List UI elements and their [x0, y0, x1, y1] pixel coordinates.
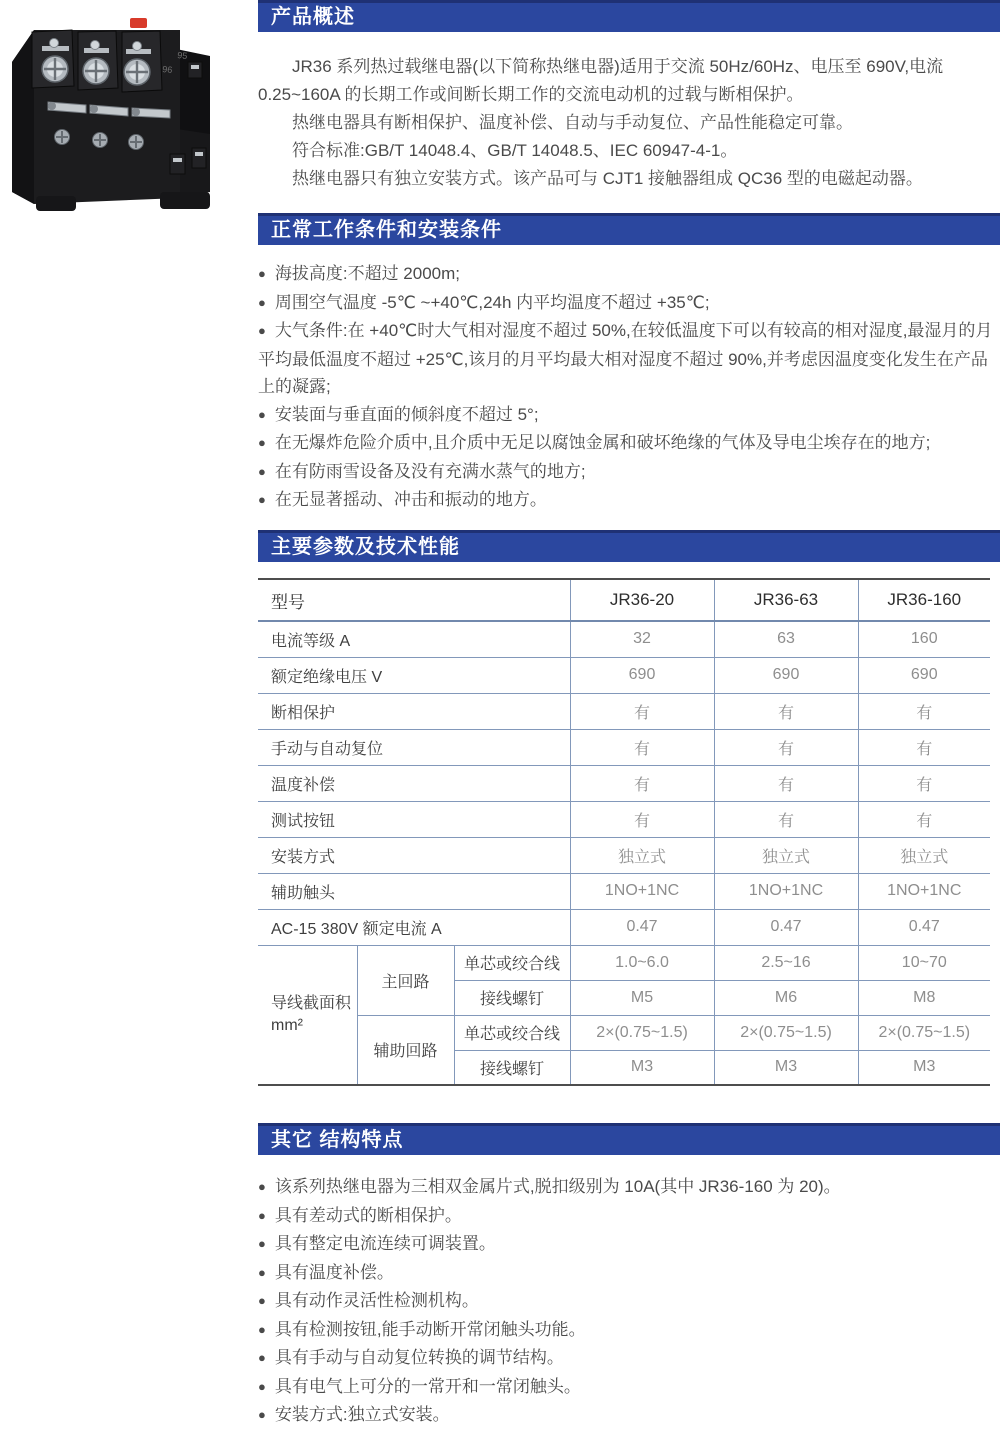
main-screws — [42, 56, 150, 85]
cell: 独立式 — [714, 837, 858, 873]
table-row — [258, 873, 990, 909]
bullet-icon: ● — [258, 435, 266, 450]
table-row — [258, 837, 990, 873]
row-label: 额定绝缘电压 V — [258, 657, 570, 693]
section-header-overview — [258, 0, 1000, 32]
section-header-conditions — [258, 213, 1000, 245]
conditions-list — [258, 260, 994, 515]
section-title: 产品概述 — [271, 6, 355, 28]
column-header: 型号 — [271, 592, 305, 612]
cell: 有 — [858, 729, 990, 765]
section-title: 其它 结构特点 — [271, 1129, 404, 1151]
list-item-text: 在有防雨雪设备及没有充满水蒸气的地方; — [274, 461, 586, 481]
list-item — [258, 260, 994, 289]
list-item — [258, 429, 994, 458]
row-label: AC-15 380V 额定电流 A — [258, 909, 570, 945]
list-item — [258, 1401, 994, 1430]
list-item — [258, 1287, 994, 1316]
subgroup-label: 辅助回路 — [357, 1015, 454, 1085]
table-row — [258, 765, 990, 801]
cell: 2×(0.75~1.5) — [858, 1015, 990, 1050]
list-item — [258, 458, 994, 487]
bullet-icon: ● — [258, 492, 266, 507]
list-item-text: 在无显著摇动、冲击和振动的地方。 — [274, 490, 547, 509]
section-title: 正常工作条件和安装条件 — [271, 219, 502, 241]
overview-paragraph: JR36 系列热过载继电器(以下简称热继电器)适用于交流 50Hz/60Hz、电压至 690V,电流 0.25~160A 的长期工作或间断长期工作的交流电动机的过载与断相保护。 — [258, 57, 944, 104]
column-header: JR36-20 — [570, 579, 714, 621]
row-label: 安装方式 — [258, 837, 570, 873]
cell: 160 — [858, 621, 990, 657]
cell: 有 — [570, 693, 714, 729]
bullet-icon: ● — [258, 1264, 266, 1280]
cell: 有 — [714, 693, 858, 729]
list-item-text: 海拔高度:不超过 2000m; — [274, 264, 461, 283]
cell: 有 — [570, 801, 714, 837]
table-row — [258, 729, 990, 765]
product-photo — [2, 6, 242, 216]
list-item — [258, 1316, 994, 1345]
row-label: 辅助触头 — [258, 873, 570, 909]
cell: 有 — [714, 729, 858, 765]
list-item-text: 具有整定电流连续可调装置。 — [274, 1234, 496, 1253]
bullet-icon: ● — [258, 1378, 266, 1394]
relay-illustration — [2, 6, 242, 216]
list-item — [258, 317, 994, 401]
bullet-icon: ● — [258, 1407, 266, 1422]
features-list — [258, 1173, 994, 1430]
cell: M3 — [858, 1050, 990, 1085]
list-item — [258, 486, 994, 515]
row-label: 电流等级 A — [258, 621, 570, 657]
list-item-text: 具有检测按钮,能手动断开常闭触头功能。 — [274, 1319, 586, 1339]
row-label: 接线螺钉 — [454, 980, 570, 1015]
cell: 2×(0.75~1.5) — [714, 1015, 858, 1050]
bullet-icon: ● — [258, 1350, 266, 1365]
subgroup-label: 主回路 — [357, 945, 454, 1015]
cell: 1NO+1NC — [570, 873, 714, 909]
cell: 690 — [858, 657, 990, 693]
row-label: 接线螺钉 — [454, 1050, 570, 1085]
bullet-icon: ● — [258, 1207, 266, 1223]
list-item-text: 大气条件:在 +40℃时大气相对湿度不超过 50%,在较低温度下可以有较高的相对湿度,最湿月的月平均最低温度不超过 +25℃,该月的月平均最大相对湿度不超过 90%,并考虑因温度变化发生在产品上的凝露; — [258, 321, 993, 396]
list-item-text: 周围空气温度 -5℃ ~+40℃,24h 内平均温度不超过 +35℃; — [274, 292, 710, 312]
section-header-parameters — [258, 530, 1000, 562]
bullet-icon: ● — [258, 406, 266, 422]
cell: 有 — [858, 801, 990, 837]
bullet-icon: ● — [258, 1179, 266, 1194]
list-item-text: 在无爆炸危险介质中,且介质中无足以腐蚀金属和破坏绝缘的气体及导电尘埃存在的地方; — [274, 433, 931, 452]
list-item-text: 具有电气上可分的一常开和一常闭触头。 — [274, 1376, 581, 1396]
list-item — [258, 1259, 994, 1288]
section-title: 主要参数及技术性能 — [271, 536, 460, 558]
cell: 有 — [714, 801, 858, 837]
cell: M6 — [714, 980, 858, 1015]
overview-paragraph: 热继电器只有独立安装方式。该产品可与 CJT1 接触器组成 QC36 型的电磁起动器。 — [292, 169, 923, 188]
row-label: 测试按钮 — [258, 801, 570, 837]
row-label: 手动与自动复位 — [258, 729, 570, 765]
cell: 有 — [714, 765, 858, 801]
cell: 有 — [570, 765, 714, 801]
bullet-icon: ● — [258, 1236, 266, 1251]
table-header-row — [258, 579, 990, 621]
cell: 0.47 — [714, 909, 858, 945]
cell: 0.47 — [858, 909, 990, 945]
cell: 有 — [858, 765, 990, 801]
cell: M5 — [570, 980, 714, 1015]
cell: 0.47 — [570, 909, 714, 945]
bullet-icon: ● — [258, 266, 266, 281]
table-row — [258, 801, 990, 837]
list-item-text: 安装方式:独立式安装。 — [274, 1405, 450, 1424]
red-test-button — [130, 18, 147, 28]
cell: 有 — [858, 693, 990, 729]
list-item-text: 具有差动式的断相保护。 — [274, 1205, 462, 1225]
cell: 独立式 — [570, 837, 714, 873]
list-item — [258, 1344, 994, 1373]
cell: 1NO+1NC — [714, 873, 858, 909]
list-item — [258, 1230, 994, 1259]
row-label: 单芯或绞合线 — [454, 1015, 570, 1050]
list-item-text: 具有动作灵活性检测机构。 — [274, 1291, 479, 1310]
cell: 690 — [570, 657, 714, 693]
list-item — [258, 1373, 994, 1402]
list-item — [258, 1202, 994, 1231]
list-item — [258, 401, 994, 430]
bullet-icon: ● — [258, 463, 266, 479]
table-row — [258, 909, 990, 945]
cell: 2×(0.75~1.5) — [570, 1015, 714, 1050]
svg-text:95: 95 — [176, 50, 188, 62]
overview-paragraphs — [258, 53, 994, 193]
svg-text:96: 96 — [161, 64, 173, 76]
list-item — [258, 1173, 994, 1202]
overview-paragraph: 热继电器具有断相保护、温度补偿、自动与手动复位、产品性能稳定可靠。 — [292, 113, 853, 132]
table-row — [258, 1015, 990, 1050]
cell: 独立式 — [858, 837, 990, 873]
wire-group-label: 导线截面积 mm² — [258, 945, 357, 1085]
table-row — [258, 621, 990, 657]
list-item-text: 该系列热继电器为三相双金属片式,脱扣级别为 10A(其中 JR36-160 为 20)。 — [274, 1177, 841, 1196]
list-item — [258, 289, 994, 318]
row-label: 温度补偿 — [258, 765, 570, 801]
cell: 690 — [714, 657, 858, 693]
column-header: JR36-63 — [714, 579, 858, 621]
table-row — [258, 945, 990, 980]
bullet-icon: ● — [258, 294, 266, 310]
cell: 32 — [570, 621, 714, 657]
cell: 1.0~6.0 — [570, 945, 714, 980]
list-item-text: 安装面与垂直面的倾斜度不超过 5°; — [274, 404, 539, 424]
cell: M3 — [714, 1050, 858, 1085]
table-row — [258, 693, 990, 729]
row-label: 断相保护 — [258, 693, 570, 729]
cell: 2.5~16 — [714, 945, 858, 980]
section-header-features — [258, 1123, 1000, 1155]
overview-paragraph: 符合标准:GB/T 14048.4、GB/T 14048.5、IEC 60947-4-1。 — [292, 141, 738, 160]
cell: 1NO+1NC — [858, 873, 990, 909]
cell: 有 — [570, 729, 714, 765]
bullet-icon: ● — [258, 1321, 266, 1337]
list-item-text: 具有手动与自动复位转换的调节结构。 — [274, 1348, 564, 1367]
cell: 63 — [714, 621, 858, 657]
bullet-icon: ● — [258, 1293, 266, 1308]
table-row — [258, 657, 990, 693]
bullet-icon: ● — [258, 323, 266, 338]
cell: 10~70 — [858, 945, 990, 980]
column-header: JR36-160 — [858, 579, 990, 621]
parameters-table — [258, 578, 990, 1086]
row-label: 单芯或绞合线 — [454, 945, 570, 980]
cell: M8 — [858, 980, 990, 1015]
cell: M3 — [570, 1050, 714, 1085]
list-item-text: 具有温度补偿。 — [274, 1262, 394, 1282]
